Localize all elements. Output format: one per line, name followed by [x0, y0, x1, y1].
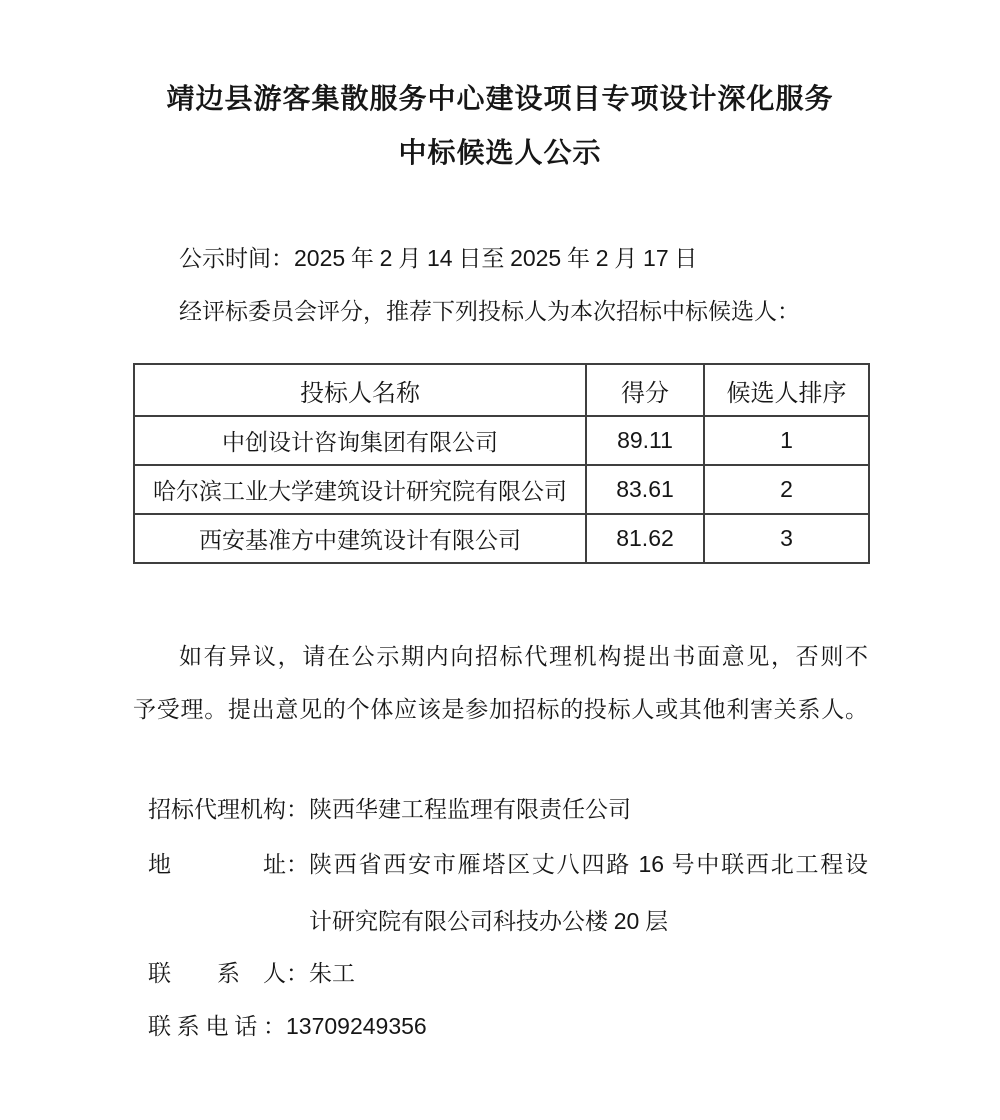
contact-phone-label: 联 系 电 话 ：	[148, 1014, 286, 1039]
recommendation-line: 经评标委员会评分，推荐下列投标人为本次招标中标候选人：	[179, 299, 800, 324]
document-title-line1: 靖边县游客集散服务中心建设项目专项设计深化服务	[166, 84, 834, 115]
agency-label: 招标代理机构：	[148, 797, 309, 822]
objection-line1: 如有异议，请在公示期内向招标代理机构提出书面意见，否则不	[179, 644, 868, 669]
publish-time-line: 公示时间：2025 年 2 月 14 日至 2025 年 2 月 17 日	[179, 245, 698, 271]
table-header-row	[134, 364, 869, 416]
agency-value: 陕西华建工程监理有限责任公司	[309, 797, 631, 822]
col-header-rank: 候选人排序	[704, 364, 869, 416]
col-header-bidder-name: 投标人名称	[134, 364, 586, 416]
contact-person-row	[148, 958, 868, 989]
contact-phone-row	[148, 1011, 868, 1042]
bidder-name-cell: 哈尔滨工业大学建筑设计研究院有限公司	[134, 465, 586, 514]
table-row	[134, 465, 869, 514]
bidder-name-cell: 中创设计咨询集团有限公司	[134, 416, 586, 465]
document-title-line2: 中标候选人公示	[398, 138, 602, 169]
rank-cell: 3	[704, 514, 869, 563]
score-cell: 81.62	[586, 514, 704, 563]
contact-phone-value: 13709249356	[286, 1013, 427, 1039]
address-value	[309, 849, 868, 937]
rank-cell: 1	[704, 416, 869, 465]
address-value-line2: 计研究院有限公司科技办公楼 20 层	[309, 908, 669, 934]
bidder-name-cell: 西安基准方中建筑设计有限公司	[134, 514, 586, 563]
objection-line2: 予受理。提出意见的个体应该是参加招标的投标人或其他利害关系人。	[133, 697, 868, 722]
agency-row	[148, 794, 868, 825]
table-row	[134, 514, 869, 563]
score-cell: 83.61	[586, 465, 704, 514]
contact-person-label: 联 系 人：	[148, 961, 309, 986]
contact-person-value: 朱工	[309, 961, 355, 986]
address-row	[148, 849, 868, 937]
candidates-table	[133, 363, 870, 564]
col-header-score: 得分	[586, 364, 704, 416]
score-cell: 89.11	[586, 416, 704, 465]
table-row	[134, 416, 869, 465]
rank-cell: 2	[704, 465, 869, 514]
address-label: 地 址：	[148, 852, 309, 877]
address-value-line1: 陕西省西安市雁塔区丈八四路 16 号中联西北工程设	[309, 851, 869, 877]
